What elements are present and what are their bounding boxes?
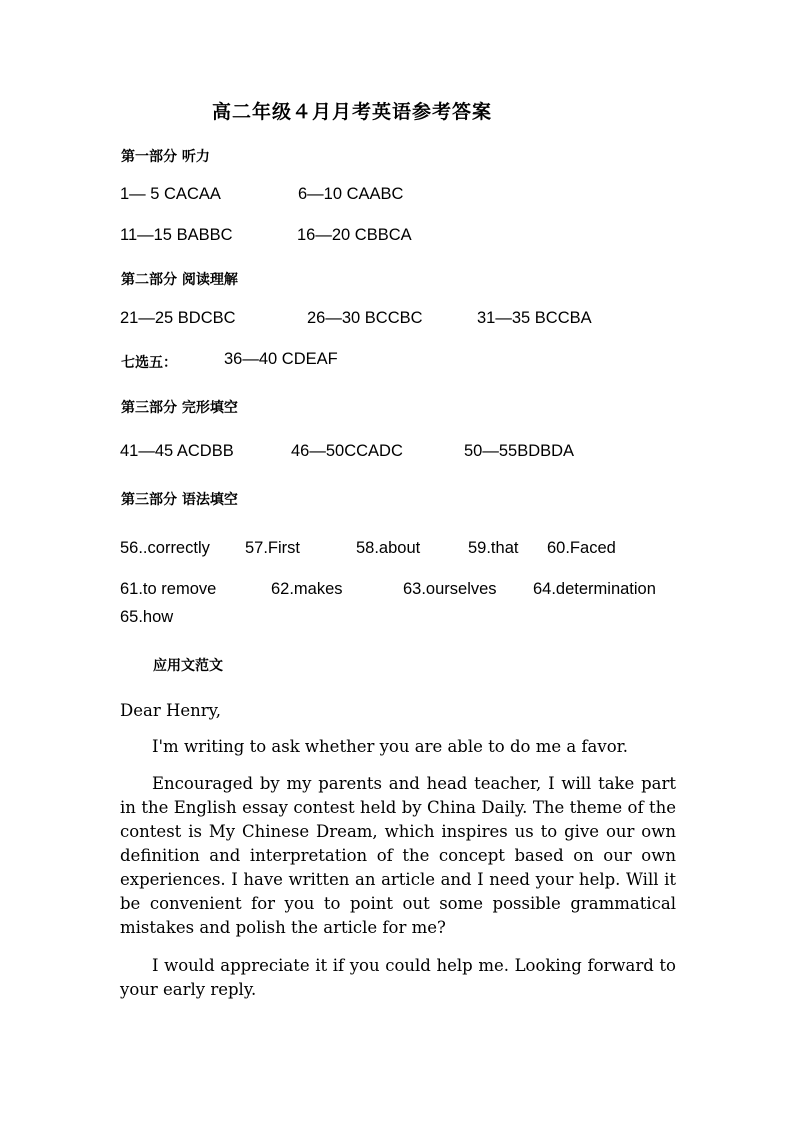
answer-group: 21—25 BDCBC	[120, 309, 236, 327]
answer-group: 41—45 ACDBB	[120, 442, 234, 460]
answer-item: 60.Faced	[547, 539, 616, 557]
answer-item: 62.makes	[271, 580, 343, 598]
paragraph-text: I'm writing to ask whether you are able to do me a favor.	[152, 737, 628, 756]
answer-group: 6—10 CAABC	[298, 185, 404, 203]
section-heading-listening: 第一部分 听力	[121, 149, 210, 165]
answer-group: 11—15 BABBC	[120, 226, 233, 244]
answer-group: 16—20 CBBCA	[297, 226, 412, 244]
greeting-text: Dear Henry,	[120, 701, 222, 720]
answer-item: 59.that	[468, 539, 519, 557]
paragraph-text: Encouraged by my parents and head teacher, I will take part in the English essay contest held by China Daily. The theme of the contest is My Chinese Dream, which inspires us to give our own definition and interpretation of the concept based on our own experiences. I have written an article and I need your help. Will it be convenient for you to point out some possible grammatical mistakes and polish the article for me?	[120, 774, 676, 937]
seven-choose-five-label: 七选五：	[121, 355, 177, 371]
answer-item: 58.about	[356, 539, 421, 557]
answer-group: 36—40 CDEAF	[224, 350, 338, 368]
section-heading-grammar: 第三部分 语法填空	[121, 492, 238, 508]
answer-group: 26—30 BCCBC	[307, 309, 423, 327]
answer-item: 56..correctly	[120, 539, 210, 557]
page-title: 高二年级４月月考英语参考答案	[212, 101, 493, 123]
section-heading-writing: 应用文范文	[153, 658, 223, 674]
paragraph-text: I would appreciate it if you could help me. Looking forward to your early reply.	[120, 956, 676, 999]
letter-paragraph-2	[120, 772, 676, 940]
answer-group: 46—50CCADC	[291, 442, 403, 460]
letter-greeting	[120, 699, 676, 723]
letter-paragraph-1	[120, 735, 676, 759]
answer-group: 50—55BDBDA	[464, 442, 575, 460]
answer-item: 63.ourselves	[403, 580, 497, 598]
answer-item: 61.to remove	[120, 580, 217, 598]
letter-paragraph-3	[120, 954, 676, 1002]
section-heading-cloze: 第三部分 完形填空	[121, 400, 238, 416]
answer-item: 65.how	[120, 608, 174, 626]
answer-item: 64.determination	[533, 580, 656, 598]
answer-group: 31—35 BCCBA	[477, 309, 592, 327]
answer-group: 1— 5 CACAA	[120, 185, 221, 203]
section-heading-reading: 第二部分 阅读理解	[121, 272, 238, 288]
answer-item: 57.First	[245, 539, 301, 557]
